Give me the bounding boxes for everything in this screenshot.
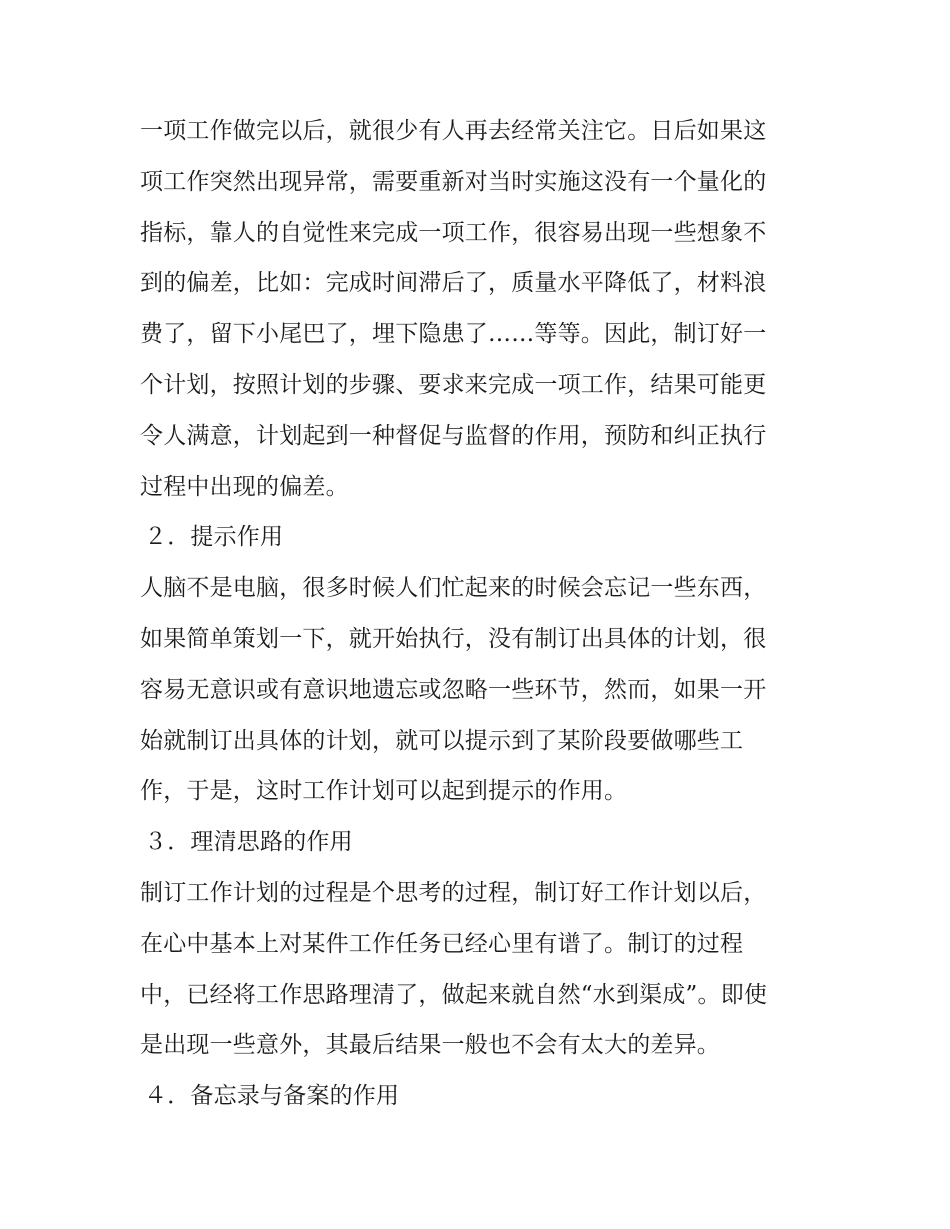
body-line: 指标，靠人的自觉性来完成一项工作，很容易出现一些想象不 [140, 219, 767, 246]
body-line: 人脑不是电脑，很多时候人们忙起来的时候会忘记一些东西， [140, 575, 767, 602]
body-line: 一项工作做完以后，就很少有人再去经常关注它。日后如果这 [140, 118, 767, 144]
body-line: 如果简单策划一下，就开始执行，没有制订出具体的计划，很 [140, 625, 767, 652]
body-line: 在心中基本上对某件工作任务已经心里有谱了。制订的过程 [140, 930, 744, 957]
body-line: 过程中出现的偏差。 [140, 473, 349, 500]
body-line: 是出现一些意外，其最后结果一般也不会有太大的差异。 [140, 1032, 720, 1059]
body-line: 中，已经将工作思路理清了，做起来就自然“水到渠成”。即使 [140, 981, 768, 1008]
document-body [140, 106, 820, 1122]
body-line: 到的偏差，比如：完成时间滞后了，质量水平降低了，材料浪 [140, 270, 767, 297]
body-line: 制订工作计划的过程是个思考的过程，制订好工作计划以后， [140, 879, 767, 906]
body-line: 项工作突然出现异常，需要重新对当时实施这没有一个量化的 [140, 168, 767, 195]
section-heading-memo-record: ４．备忘录与备案的作用 [144, 1083, 400, 1110]
section-heading-clarify-thinking: ３．理清思路的作用 [144, 829, 353, 856]
body-line: 作，于是，这时工作计划可以起到提示的作用。 [140, 778, 628, 805]
body-line: 费了，留下小尾巴了，埋下隐患了……等等。因此，制订好一 [140, 321, 767, 348]
body-line: 容易无意识或有意识地遗忘或忽略一些环节，然而，如果一开 [140, 676, 767, 703]
section-heading-reminder: ２．提示作用 [144, 524, 284, 551]
body-line: 始就制订出具体的计划，就可以提示到了某阶段要做哪些工 [140, 727, 744, 754]
body-line: 令人满意，计划起到一种督促与监督的作用，预防和纠正执行 [140, 422, 767, 449]
body-line: 个计划，按照计划的步骤、要求来完成一项工作，结果可能更 [140, 371, 767, 398]
